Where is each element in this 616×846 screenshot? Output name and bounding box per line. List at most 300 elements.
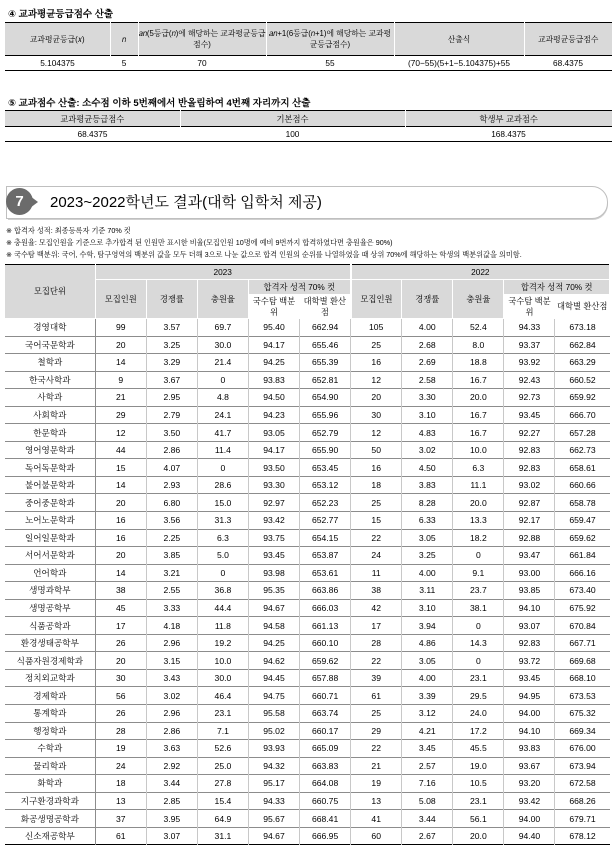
unit-name: 화학과 [5, 775, 95, 793]
unit-name: 사학과 [5, 389, 95, 407]
unit-name: 식품자원경제학과 [5, 652, 95, 670]
table-cell: 3.30 [402, 389, 453, 407]
table-cell: 3.25 [146, 336, 197, 354]
table-cell: 0 [197, 564, 248, 582]
unit-name: 한문학과 [5, 424, 95, 442]
table-cell: 92.87 [504, 494, 555, 512]
table-cell: 94.95 [504, 687, 555, 705]
table-cell: 94.33 [248, 792, 299, 810]
table-cell: 3.95 [146, 810, 197, 828]
table-cell: 3.21 [146, 564, 197, 582]
table-cell: 2.86 [146, 722, 197, 740]
unit-name: 국어국문학과 [5, 336, 95, 354]
table-cell: 660.75 [300, 792, 351, 810]
table-cell: 3.15 [146, 652, 197, 670]
table-cell: 93.92 [504, 354, 555, 372]
unit-name: 경제학과 [5, 687, 95, 705]
table-cell: 662.94 [300, 319, 351, 337]
table-cell: 93.00 [504, 564, 555, 582]
table-cell: 20.0 [453, 494, 504, 512]
table-cell: 663.83 [300, 757, 351, 775]
table-cell: 660.52 [555, 371, 610, 389]
table-cell: 2.55 [146, 582, 197, 600]
table-cell: 658.61 [555, 459, 610, 477]
table-cell: 64.9 [197, 810, 248, 828]
percentile-header: 국수탐 백분위 [248, 295, 299, 319]
table-cell: 94.32 [248, 757, 299, 775]
unit-name: 독어독문학과 [5, 459, 95, 477]
table-cell: 17 [351, 617, 402, 635]
table-cell: 675.32 [555, 705, 610, 723]
table-cell: 94.10 [504, 722, 555, 740]
table-cell: 25.0 [197, 757, 248, 775]
table-row [5, 705, 610, 723]
table-cell: 673.94 [555, 757, 610, 775]
unit-name: 불어불문학과 [5, 476, 95, 494]
table-cell: 657.88 [300, 669, 351, 687]
table-row [5, 775, 610, 793]
table-cell: 667.71 [555, 634, 610, 652]
table-cell: 92.97 [248, 494, 299, 512]
table-cell: 18 [95, 775, 146, 793]
table-cell: 3.12 [402, 705, 453, 723]
table-cell: 95.40 [248, 319, 299, 337]
table-cell: 658.78 [555, 494, 610, 512]
table-cell: 38 [95, 582, 146, 600]
table-cell: 653.87 [300, 547, 351, 565]
quota-header: 모집인원 [95, 280, 146, 319]
table-cell: 20 [95, 652, 146, 670]
table-cell: 660.10 [300, 634, 351, 652]
table-cell: 21.4 [197, 354, 248, 372]
table-row [5, 476, 610, 494]
table-cell: 18 [351, 476, 402, 494]
table-cell: 16.7 [453, 424, 504, 442]
table-cell: 46.4 [197, 687, 248, 705]
table-cell: 22 [351, 529, 402, 547]
table-cell: 16 [95, 529, 146, 547]
table-cell: 94.17 [248, 336, 299, 354]
unit-name: 영어영문학과 [5, 441, 95, 459]
table-row [5, 389, 610, 407]
table-cell: 36.8 [197, 582, 248, 600]
table-cell: 2.25 [146, 529, 197, 547]
unit-name: 환경생태공학부 [5, 634, 95, 652]
table-cell: 29 [95, 406, 146, 424]
table-row [5, 512, 610, 530]
table-cell: 3.63 [146, 740, 197, 758]
table-cell: 659.92 [555, 389, 610, 407]
table-cell: 30 [351, 406, 402, 424]
table-cell: 662.73 [555, 441, 610, 459]
table-cell: 3.85 [146, 547, 197, 565]
table-cell: 93.75 [248, 529, 299, 547]
table-cell: 3.83 [402, 476, 453, 494]
table-cell: 168.4375 [405, 127, 612, 142]
table-row [5, 792, 610, 810]
table-cell: 20.0 [453, 827, 504, 845]
table-cell: 50 [351, 441, 402, 459]
table-row [5, 564, 610, 582]
table-cell: 4.21 [402, 722, 453, 740]
column-header: 𝑎𝑛(5등급(𝑛)에 해당하는 교과평균등급점수) [138, 23, 266, 56]
table-cell: 94.67 [248, 599, 299, 617]
table-cell: 660.17 [300, 722, 351, 740]
table-cell: 52.4 [453, 319, 504, 337]
fill-rate-header: 충원율 [197, 280, 248, 319]
badge-arrow-icon [30, 196, 38, 208]
table-cell: 666.70 [555, 406, 610, 424]
table-cell: 56 [95, 687, 146, 705]
table-cell: 5.08 [402, 792, 453, 810]
table-cell: 661.84 [555, 547, 610, 565]
competition-header: 경쟁률 [146, 280, 197, 319]
note-line: ※ 충원율: 모집인원을 기준으로 추가합격 된 인원만 표시한 비율(모집인원 10명에 예비 9번까지 합격하였다면 충원율은 90%) [6, 238, 393, 247]
competition-header: 경쟁률 [402, 280, 453, 319]
unit-name: 생명공학부 [5, 599, 95, 617]
table-cell: 24 [95, 757, 146, 775]
table-cell: 15.4 [197, 792, 248, 810]
table-cell: 660.66 [555, 476, 610, 494]
unit-name: 일어일문학과 [5, 529, 95, 547]
table-cell: 8.0 [453, 336, 504, 354]
unit-name: 지구환경과학과 [5, 792, 95, 810]
converted-score-header: 대학별 환산점 [555, 295, 610, 319]
table-cell: 657.28 [555, 424, 610, 442]
unit-name: 언어학과 [5, 564, 95, 582]
table-cell: 663.29 [555, 354, 610, 372]
table-cell: 3.94 [402, 617, 453, 635]
table-cell: 4.8 [197, 389, 248, 407]
grade70-header: 합격자 성적 70% 컷 [504, 280, 610, 295]
section-number-badge: 7 [6, 188, 33, 215]
table-cell: 668.10 [555, 669, 610, 687]
unit-name: 정치외교학과 [5, 669, 95, 687]
section5-title: ⑤ 교과점수 산출: 소수점 이하 5번째에서 반올림하여 4번째 자리까지 산출 [8, 98, 311, 109]
table-row [5, 371, 610, 389]
column-header: 교과평균등급(𝑥) [5, 23, 110, 56]
table-cell: 30 [95, 669, 146, 687]
table-cell: 25 [351, 705, 402, 723]
table-cell: 2.96 [146, 705, 197, 723]
table-cell: 95.58 [248, 705, 299, 723]
table-cell: 16 [351, 459, 402, 477]
table-cell: 4.00 [402, 319, 453, 337]
table-cell: 3.02 [146, 687, 197, 705]
table-cell: 2.96 [146, 634, 197, 652]
table-cell: 14 [95, 354, 146, 372]
table-cell: 25 [351, 336, 402, 354]
table-cell: 93.85 [504, 582, 555, 600]
converted-score-header: 대학별 환산점 [300, 295, 351, 319]
table-cell: 16.7 [453, 406, 504, 424]
table-cell: 94.25 [248, 634, 299, 652]
table-cell: 2.68 [402, 336, 453, 354]
table-cell: 2.69 [402, 354, 453, 372]
table-cell: 2.95 [146, 389, 197, 407]
table-cell: 662.84 [555, 336, 610, 354]
table-row [5, 634, 610, 652]
table-cell: 3.67 [146, 371, 197, 389]
table-cell: 93.83 [504, 740, 555, 758]
table-row [5, 127, 612, 142]
table-cell: 664.08 [300, 775, 351, 793]
unit-name: 철학과 [5, 354, 95, 372]
table-cell: 44.4 [197, 599, 248, 617]
table-cell: 92.27 [504, 424, 555, 442]
table-cell: 25 [351, 494, 402, 512]
table-cell: 12 [95, 424, 146, 442]
table-cell: 31.3 [197, 512, 248, 530]
table-cell: 28.6 [197, 476, 248, 494]
table-cell: 55 [266, 56, 394, 71]
table-cell: 5.104375 [5, 56, 110, 71]
table-cell: 100 [180, 127, 405, 142]
table-cell: 4.18 [146, 617, 197, 635]
unit-name: 수학과 [5, 740, 95, 758]
unit-header: 모집단위 [5, 265, 95, 319]
table-cell: 0 [453, 652, 504, 670]
table-cell: 19 [95, 740, 146, 758]
table-cell: 663.74 [300, 705, 351, 723]
table-cell: 13 [95, 792, 146, 810]
table-row [5, 547, 610, 565]
unit-name: 통계학과 [5, 705, 95, 723]
table-row [5, 810, 610, 828]
table-cell: 94.00 [504, 705, 555, 723]
table-cell: 673.40 [555, 582, 610, 600]
table-cell: 653.45 [300, 459, 351, 477]
table-cell: 7.1 [197, 722, 248, 740]
table-cell: 17.2 [453, 722, 504, 740]
table-cell: 4.00 [402, 669, 453, 687]
table-row [5, 669, 610, 687]
table-cell: 2.93 [146, 476, 197, 494]
table-cell: 68.4375 [524, 56, 612, 71]
table-cell: 654.90 [300, 389, 351, 407]
table-cell: 3.56 [146, 512, 197, 530]
table-cell: (70−55)(5+1−5.104375)+55 [394, 56, 524, 71]
table-cell: 24 [351, 547, 402, 565]
table-cell: 652.79 [300, 424, 351, 442]
table-cell: 5.0 [197, 547, 248, 565]
table-cell: 14.3 [453, 634, 504, 652]
table-cell: 27.8 [197, 775, 248, 793]
table-row [5, 529, 610, 547]
table-cell: 24.0 [453, 705, 504, 723]
table-cell: 30.0 [197, 669, 248, 687]
banner-title: 2023~2022학년도 결과(대학 입학처 제공) [50, 194, 322, 211]
table-cell: 93.20 [504, 775, 555, 793]
percentile-header: 국수탐 백분위 [504, 295, 555, 319]
table-cell: 11 [351, 564, 402, 582]
table-cell: 61 [95, 827, 146, 845]
admission-results-table [5, 264, 610, 845]
table-cell: 92.73 [504, 389, 555, 407]
table-cell: 93.42 [504, 792, 555, 810]
table-cell: 93.30 [248, 476, 299, 494]
table-cell: 18.8 [453, 354, 504, 372]
table-cell: 24.1 [197, 406, 248, 424]
table-cell: 2.58 [402, 371, 453, 389]
table-cell: 0 [197, 459, 248, 477]
table-cell: 4.50 [402, 459, 453, 477]
table-cell: 19 [351, 775, 402, 793]
table-cell: 21 [95, 389, 146, 407]
table-row [5, 617, 610, 635]
table-cell: 94.50 [248, 389, 299, 407]
table-row [5, 740, 610, 758]
table-cell: 61 [351, 687, 402, 705]
unit-name: 중어중문학과 [5, 494, 95, 512]
table-cell: 30.0 [197, 336, 248, 354]
table-cell: 70 [138, 56, 266, 71]
table-cell: 3.44 [146, 775, 197, 793]
table-cell: 92.83 [504, 441, 555, 459]
table-cell: 99 [95, 319, 146, 337]
unit-name: 서어서문학과 [5, 547, 95, 565]
note-line: ※ 국수탐 백분위: 국어, 수학, 탐구영역의 백분위 값을 모두 더해 3으로 나눈 값으로 합격 인원의 순위를 나열하였을 때 상위 70%에 해당하는 학생의 백분위값을 의미함. [6, 250, 522, 259]
table-cell: 3.50 [146, 424, 197, 442]
table-cell: 60 [351, 827, 402, 845]
table-row [5, 687, 610, 705]
table-cell: 653.61 [300, 564, 351, 582]
table-cell: 11.8 [197, 617, 248, 635]
table-cell: 20 [95, 547, 146, 565]
unit-name: 행정학과 [5, 722, 95, 740]
table-row [5, 757, 610, 775]
unit-name: 식품공학과 [5, 617, 95, 635]
table-cell: 4.07 [146, 459, 197, 477]
table-cell: 3.10 [402, 406, 453, 424]
table-cell: 93.45 [248, 547, 299, 565]
table-cell: 15.0 [197, 494, 248, 512]
table-cell: 3.43 [146, 669, 197, 687]
table-cell: 94.67 [248, 827, 299, 845]
table-cell: 94.23 [248, 406, 299, 424]
table-cell: 92.88 [504, 529, 555, 547]
table-cell: 655.96 [300, 406, 351, 424]
table-cell: 4.00 [402, 564, 453, 582]
table-cell: 22 [351, 652, 402, 670]
table-row [5, 722, 610, 740]
table-cell: 670.84 [555, 617, 610, 635]
table-cell: 4.83 [402, 424, 453, 442]
table-cell: 653.12 [300, 476, 351, 494]
table-row [5, 582, 610, 600]
table-cell: 95.02 [248, 722, 299, 740]
column-header: 교과평균등급점수 [524, 23, 612, 56]
column-header: 학생부 교과점수 [405, 111, 612, 127]
table-cell: 92.17 [504, 512, 555, 530]
table-row [5, 56, 612, 71]
table-cell: 10.0 [453, 441, 504, 459]
table-cell: 16.7 [453, 371, 504, 389]
table-cell: 659.47 [555, 512, 610, 530]
column-header: 기본점수 [180, 111, 405, 127]
table-cell: 93.05 [248, 424, 299, 442]
section4-title: ④ 교과평균등급점수 산출 [8, 9, 114, 20]
table-cell: 105 [351, 319, 402, 337]
table-cell: 93.72 [504, 652, 555, 670]
table-cell: 28 [351, 634, 402, 652]
table-cell: 2.85 [146, 792, 197, 810]
table-cell: 20 [95, 494, 146, 512]
table-cell: 93.07 [504, 617, 555, 635]
table-cell: 29 [351, 722, 402, 740]
table-cell: 21 [351, 757, 402, 775]
table-row [5, 354, 610, 372]
table-cell: 3.05 [402, 652, 453, 670]
table-cell: 93.37 [504, 336, 555, 354]
quota-header: 모집인원 [351, 280, 402, 319]
unit-name: 사회학과 [5, 406, 95, 424]
table-cell: 7.16 [402, 775, 453, 793]
grade-score-table [5, 22, 612, 71]
table-cell: 652.81 [300, 371, 351, 389]
table-cell: 673.53 [555, 687, 610, 705]
table-cell: 92.83 [504, 459, 555, 477]
year-2022-header: 2022 [351, 265, 610, 280]
table-cell: 94.17 [248, 441, 299, 459]
table-row [5, 424, 610, 442]
table-cell: 655.90 [300, 441, 351, 459]
table-row [5, 599, 610, 617]
table-cell: 2.92 [146, 757, 197, 775]
table-cell: 668.26 [555, 792, 610, 810]
table-cell: 23.1 [197, 705, 248, 723]
table-cell: 0 [453, 547, 504, 565]
table-cell: 95.67 [248, 810, 299, 828]
table-cell: 26 [95, 705, 146, 723]
unit-name: 신소재공학부 [5, 827, 95, 845]
table-cell: 19.0 [453, 757, 504, 775]
column-header: 𝑛 [110, 23, 138, 56]
table-cell: 10.0 [197, 652, 248, 670]
table-cell: 93.45 [504, 406, 555, 424]
grade70-header: 합격자 성적 70% 컷 [248, 280, 350, 295]
table-row [5, 406, 610, 424]
unit-name: 한국사학과 [5, 371, 95, 389]
table-cell: 3.29 [146, 354, 197, 372]
table-cell: 94.62 [248, 652, 299, 670]
table-cell: 666.03 [300, 599, 351, 617]
table-cell: 94.45 [248, 669, 299, 687]
unit-name: 물리학과 [5, 757, 95, 775]
table-cell: 20.0 [453, 389, 504, 407]
column-header: 교과평균등급점수 [5, 111, 180, 127]
table-cell: 676.00 [555, 740, 610, 758]
table-cell: 675.92 [555, 599, 610, 617]
table-cell: 14 [95, 476, 146, 494]
unit-name: 생명과학부 [5, 582, 95, 600]
table-cell: 19.2 [197, 634, 248, 652]
table-cell: 679.71 [555, 810, 610, 828]
table-cell: 23.1 [453, 669, 504, 687]
table-cell: 666.16 [555, 564, 610, 582]
table-cell: 678.12 [555, 827, 610, 845]
table-cell: 94.25 [248, 354, 299, 372]
table-cell: 93.98 [248, 564, 299, 582]
table-cell: 9 [95, 371, 146, 389]
table-cell: 652.77 [300, 512, 351, 530]
table-cell: 669.68 [555, 652, 610, 670]
table-cell: 45.5 [453, 740, 504, 758]
table-cell: 4.86 [402, 634, 453, 652]
table-cell: 16 [351, 354, 402, 372]
table-cell: 20 [95, 336, 146, 354]
table-cell: 23.7 [453, 582, 504, 600]
